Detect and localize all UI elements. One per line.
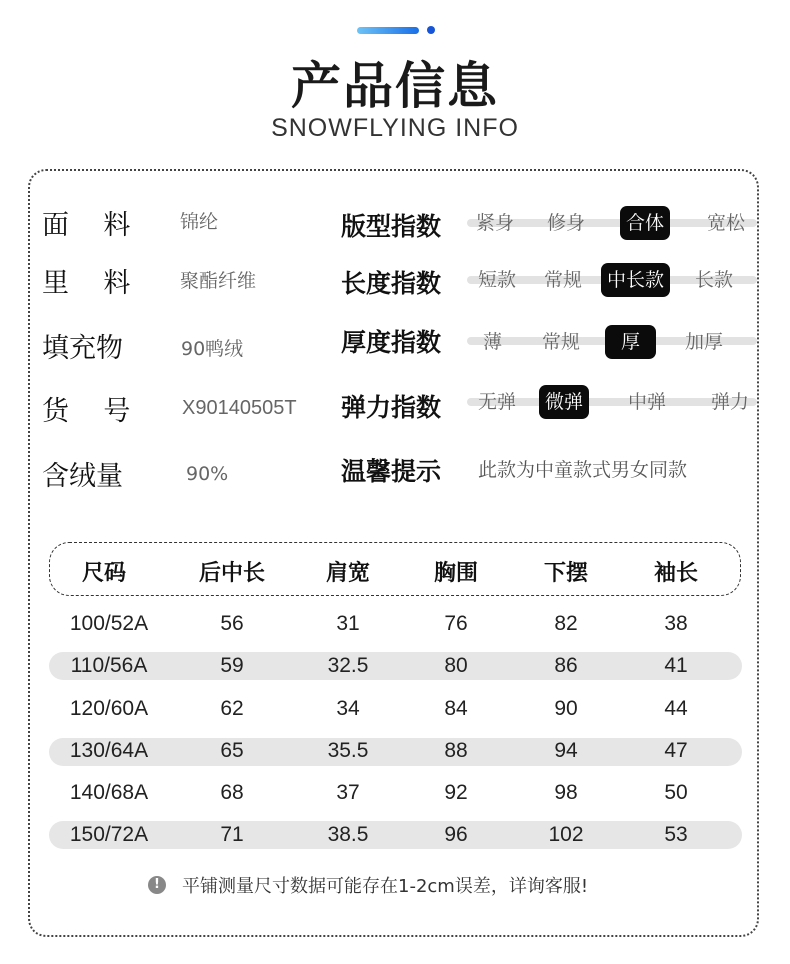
table-cell: 37 xyxy=(336,781,360,804)
spec-label-filling: 填充物 xyxy=(42,333,123,364)
table-cell: 84 xyxy=(444,697,468,720)
table-cell: 47 xyxy=(664,739,688,762)
title-decoration-dot xyxy=(427,26,435,34)
table-cell: 35.5 xyxy=(327,739,369,762)
table-cell: 88 xyxy=(444,739,468,762)
index-label-thickness: 厚度指数 xyxy=(341,328,442,357)
table-cell: 86 xyxy=(554,654,578,677)
measurement-note-text: 平铺测量尺寸数据可能存在1-2cm误差，详询客服! xyxy=(182,876,589,897)
table-header-hem: 下摆 xyxy=(543,561,588,586)
table-cell: 32.5 xyxy=(327,654,369,677)
table-cell: 120/60A xyxy=(69,697,149,720)
table-cell: 80 xyxy=(444,654,468,677)
table-cell: 56 xyxy=(220,612,244,635)
index-label-elasticity: 弹力指数 xyxy=(341,393,442,422)
table-cell: 130/64A xyxy=(69,739,149,762)
table-cell: 38 xyxy=(664,612,688,635)
table-cell: 65 xyxy=(220,739,244,762)
fit-option-loose: 宽松 xyxy=(707,212,746,234)
index-label-length: 长度指数 xyxy=(341,269,442,298)
spec-label-shell: 面 料 xyxy=(42,210,131,241)
table-cell: 96 xyxy=(444,823,468,846)
length-option-mid-long-selected: 中长款 xyxy=(601,263,670,297)
spec-value-down-content: 90% xyxy=(186,463,229,485)
table-cell: 38.5 xyxy=(327,823,369,846)
table-cell: 50 xyxy=(664,781,688,804)
table-cell: 34 xyxy=(336,697,360,720)
spec-label-down-content: 含绒量 xyxy=(42,461,123,492)
table-cell: 41 xyxy=(664,654,688,677)
thickness-option-regular: 常规 xyxy=(542,331,581,353)
table-cell: 44 xyxy=(664,697,688,720)
thickness-option-extra-thick: 加厚 xyxy=(685,331,724,353)
title-decoration-bar xyxy=(357,27,419,34)
elasticity-option-none: 无弹 xyxy=(478,391,517,413)
table-cell: 90 xyxy=(554,697,578,720)
fit-option-tight: 紧身 xyxy=(476,212,515,234)
page-subtitle: SNOWFLYING INFO xyxy=(271,114,519,142)
table-cell: 68 xyxy=(220,781,244,804)
table-cell: 140/68A xyxy=(69,781,149,804)
table-cell: 82 xyxy=(554,612,578,635)
table-header-size: 尺码 xyxy=(81,561,126,586)
table-cell: 110/56A xyxy=(70,654,148,677)
table-header-back-length: 后中长 xyxy=(198,561,265,586)
table-header-sleeve: 袖长 xyxy=(653,561,698,586)
fit-option-regular-selected: 合体 xyxy=(620,206,670,240)
length-option-long: 长款 xyxy=(695,269,734,291)
table-cell: 92 xyxy=(444,781,468,804)
spec-value-filling: 90鸭绒 xyxy=(181,338,244,360)
table-cell: 94 xyxy=(554,739,578,762)
elasticity-option-slight-selected: 微弹 xyxy=(539,385,589,419)
page-title: 产品信息 xyxy=(291,57,499,115)
spec-label-item-number: 货 号 xyxy=(42,396,131,427)
tip-label: 温馨提示 xyxy=(341,457,442,486)
thickness-option-thin: 薄 xyxy=(483,331,503,353)
measurement-note xyxy=(148,872,588,898)
table-cell: 100/52A xyxy=(69,612,149,635)
table-cell: 76 xyxy=(444,612,468,635)
table-cell: 150/72A xyxy=(69,823,149,846)
spec-label-lining: 里 料 xyxy=(42,268,131,299)
table-cell: 71 xyxy=(220,823,244,846)
table-cell: 102 xyxy=(548,823,584,846)
elasticity-option-medium: 中弹 xyxy=(628,391,667,413)
table-cell: 98 xyxy=(554,781,578,804)
length-option-short: 短款 xyxy=(478,269,517,291)
table-cell: 62 xyxy=(220,697,244,720)
table-cell: 53 xyxy=(664,823,688,846)
thickness-option-thick-selected: 厚 xyxy=(605,325,656,359)
table-cell: 31 xyxy=(336,612,360,635)
spec-value-lining: 聚酯纤维 xyxy=(180,270,257,292)
table-header-chest: 胸围 xyxy=(433,561,478,586)
spec-value-shell: 锦纶 xyxy=(180,211,219,233)
table-cell: 59 xyxy=(220,654,244,677)
index-label-fit: 版型指数 xyxy=(341,212,442,241)
elasticity-option-stretch: 弹力 xyxy=(711,391,750,413)
table-header-shoulder: 肩宽 xyxy=(325,561,370,586)
fit-option-slim: 修身 xyxy=(547,212,586,234)
length-option-regular: 常规 xyxy=(544,269,583,291)
tip-text: 此款为中童款式男女同款 xyxy=(478,459,688,481)
spec-value-item-number: X90140505T xyxy=(182,397,297,419)
exclamation-icon: ! xyxy=(148,876,166,894)
